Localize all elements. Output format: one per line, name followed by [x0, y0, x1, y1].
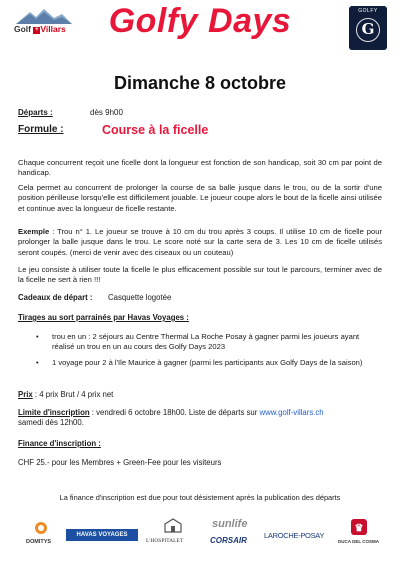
sponsor-duca [336, 516, 382, 556]
cadeaux-value: Casquette logotée [108, 293, 172, 302]
badge-letter: G [361, 20, 375, 38]
list-item-text: trou en un : 2 séjours au Centre Thermal La Roche Posay à gagner parmi les joueurs ayant réalisé un trou en un au cours des Golfy Days 2023 [52, 332, 360, 352]
golf-villars-link[interactable]: www.golf-villars.ch [259, 408, 324, 417]
departs-row [18, 108, 123, 117]
badge-word: GOLFY [358, 8, 378, 14]
havas-text: HAVAS VOYAGES [66, 529, 138, 541]
cadeaux-row [18, 293, 172, 302]
sponsor-domitys [22, 516, 60, 556]
limite-label: Limite d'inscription [18, 408, 90, 417]
finance-heading [18, 439, 101, 448]
golf-villars-wordmark: Golf + Villars [14, 24, 66, 34]
finance-label: Finance d'inscription : [18, 439, 101, 448]
tirage-list [18, 332, 382, 373]
tirage-label: Tirages au sort parrainés par Havas Voyages : [18, 313, 189, 322]
golfy-badge [349, 6, 387, 50]
paragraph-jeu: Le jeu consiste à utiliser toute la ficelle le plus efficacement possible sur tout le parcours, terminer avec de la ficelle ne sert à rien !!! [18, 265, 382, 285]
sponsor-logos [22, 516, 382, 556]
bullet-dot-icon: • [36, 332, 39, 341]
limite-row [18, 408, 382, 429]
example-label: Exemple [18, 227, 50, 236]
departs-value: dès 9h00 [90, 108, 123, 117]
duca-text: DUCA DEL COSMA [338, 539, 380, 544]
limite-line2: samedi dès 12h00. [18, 418, 84, 428]
hospitalet-crest-icon [163, 518, 183, 534]
list-item-text: 1 voyage pour 2 à l'Ile Maurice à gagner (parmi les participants aux Golfy Days de la saison) [52, 357, 363, 367]
sponsor-sunlife-corsair [208, 516, 258, 556]
example-text: : Trou n° 1. Le joueur se trouve à 10 cm du trou après 3 coups. Il utilise 10 cm de ficelle pour prolonger la balle jusque dans le trou. Le score noté sur la carte sera de 3. Les 10 cm de ficelle utilisés seront coupés. (merci de venir avec des ciseaux ou un couteau) [18, 227, 382, 257]
list-item [18, 358, 382, 368]
formule-row [18, 123, 209, 137]
formule-value: Course à la ficelle [102, 123, 209, 137]
corsair-text: CORSAIR [210, 536, 247, 545]
limite-text: : vendredi 6 octobre 18h00. Liste de départs sur [89, 408, 260, 417]
formule-label: Formule : [18, 124, 64, 135]
prix-row [18, 390, 113, 399]
event-date: Dimanche 8 octobre [113, 73, 287, 93]
hospitalet-text: L'HOSPITALET [146, 538, 184, 544]
prix-label: Prix [18, 390, 33, 399]
finance-value: CHF 25.- pour les Membres + Green-Fee pour les visiteurs [18, 458, 222, 467]
tirage-heading [18, 313, 189, 322]
duca-logo-icon [350, 518, 368, 536]
paragraph-explanation: Cela permet au concurrent de prolonger la course de sa balle jusque dans le trou, ou de la sortir d'une position périlleuse lorsqu'elle est difficilement jouable. Le joueur coupe alors le bout de la ficelle ainsi utilisée et continue avec la longueur de ficelle restante. [18, 183, 382, 213]
list-item [18, 332, 382, 353]
footer-note: La finance d'inscription est due pour tout désistement après la publication des départs [59, 493, 341, 502]
page-title: Golfy Days [108, 2, 292, 40]
cadeaux-label: Cadeaux de départ : [18, 293, 93, 302]
sponsor-havas [66, 516, 138, 556]
sunlife-text: sunlife [212, 518, 248, 530]
prix-value: : 4 prix Brut / 4 prix net [32, 390, 114, 399]
sponsor-laroche-posay [264, 516, 326, 556]
sponsor-hospitalet [144, 516, 202, 556]
bullet-dot-icon: • [36, 357, 39, 367]
domitys-text: DOMITYS [26, 539, 52, 545]
domitys-logo-icon [33, 520, 49, 536]
paragraph-example [18, 227, 382, 258]
laroche-text: LAROCHE-POSAY [264, 531, 325, 540]
departs-label: Départs : [18, 108, 53, 117]
svg-text:♛: ♛ [354, 523, 364, 534]
paragraph-ficelle: Chaque concurrent reçoit une ficelle dont la longueur est fonction de son handicap, soit 30 cm par point de handicap. [18, 158, 382, 178]
